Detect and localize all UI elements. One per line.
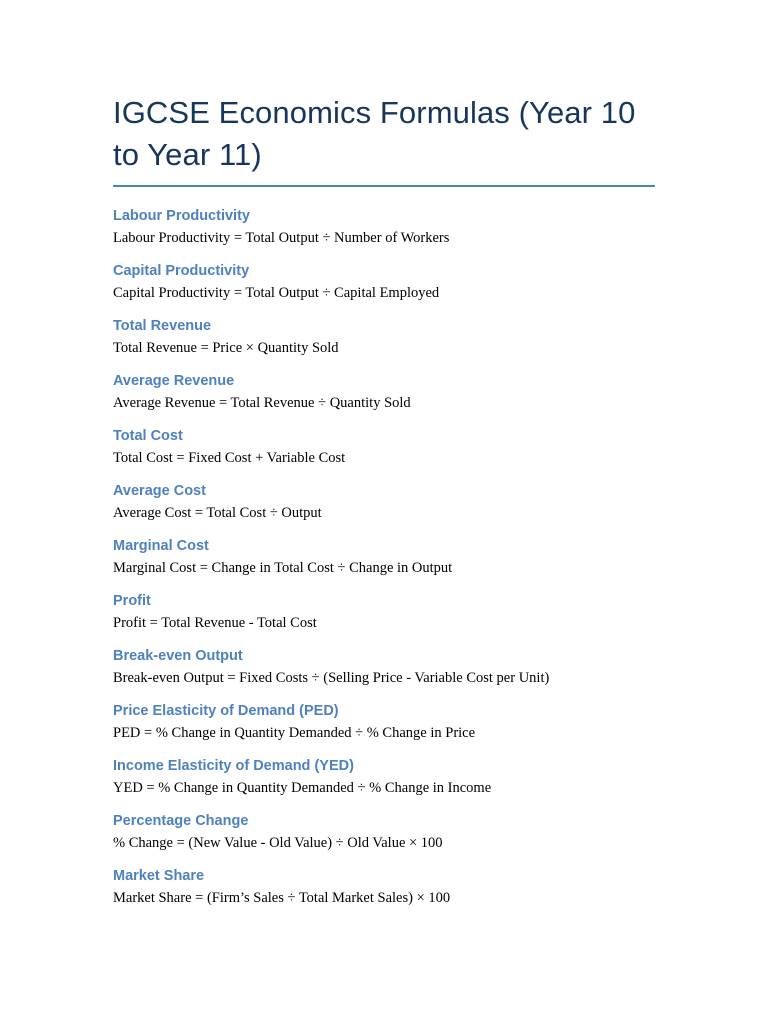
section-heading: Total Revenue [113, 318, 212, 334]
formula-section-break-even-output [113, 646, 655, 688]
title-underline-rule [113, 185, 655, 187]
formula-section-labour-productivity [113, 206, 655, 248]
section-heading: Income Elasticity of Demand (YED) [113, 758, 354, 774]
formula-section-percentage-change [113, 811, 655, 853]
formula-section-profit [113, 591, 655, 633]
section-heading: Break-even Output [113, 648, 243, 664]
section-heading: Marginal Cost [113, 538, 209, 554]
section-heading: Average Cost [113, 483, 206, 499]
formula-text: YED = % Change in Quantity Demanded ÷ % Change in Income [113, 780, 492, 796]
section-heading: Market Share [113, 868, 205, 884]
formula-text: Average Cost = Total Cost ÷ Output [113, 505, 322, 521]
section-heading: Capital Productivity [113, 263, 250, 279]
formula-section-yed [113, 756, 655, 798]
formula-section-total-cost [113, 426, 655, 468]
formula-section-average-revenue [113, 371, 655, 413]
formula-text: Marginal Cost = Change in Total Cost ÷ Change in Output [113, 560, 453, 576]
formula-text: Break-even Output = Fixed Costs ÷ (Selling Price - Variable Cost per Unit) [113, 670, 550, 686]
section-heading: Average Revenue [113, 373, 235, 389]
formula-text: Total Cost = Fixed Cost + Variable Cost [113, 450, 346, 466]
formula-text: % Change = (New Value - Old Value) ÷ Old Value × 100 [113, 835, 443, 851]
formula-section-ped [113, 701, 655, 743]
formula-section-market-share [113, 866, 655, 908]
section-heading: Total Cost [113, 428, 183, 444]
formula-list [113, 206, 655, 908]
formula-section-total-revenue [113, 316, 655, 358]
section-heading: Profit [113, 593, 151, 609]
formula-section-average-cost [113, 481, 655, 523]
formula-text: Capital Productivity = Total Output ÷ Capital Employed [113, 285, 440, 301]
document-body [113, 92, 655, 921]
formula-text: Market Share = (Firm’s Sales ÷ Total Market Sales) × 100 [113, 890, 451, 906]
formula-text: Labour Productivity = Total Output ÷ Number of Workers [113, 230, 450, 246]
document-title: IGCSE Economics Formulas (Year 10 to Year 11) [113, 95, 636, 172]
section-heading: Percentage Change [113, 813, 249, 829]
section-heading: Labour Productivity [113, 208, 250, 224]
formula-text: Total Revenue = Price × Quantity Sold [113, 340, 339, 356]
formula-text: Profit = Total Revenue - Total Cost [113, 615, 317, 631]
section-heading: Price Elasticity of Demand (PED) [113, 703, 339, 719]
formula-text: Average Revenue = Total Revenue ÷ Quantity Sold [113, 395, 411, 411]
formula-text: PED = % Change in Quantity Demanded ÷ % Change in Price [113, 725, 476, 741]
formula-section-marginal-cost [113, 536, 655, 578]
formula-section-capital-productivity [113, 261, 655, 303]
